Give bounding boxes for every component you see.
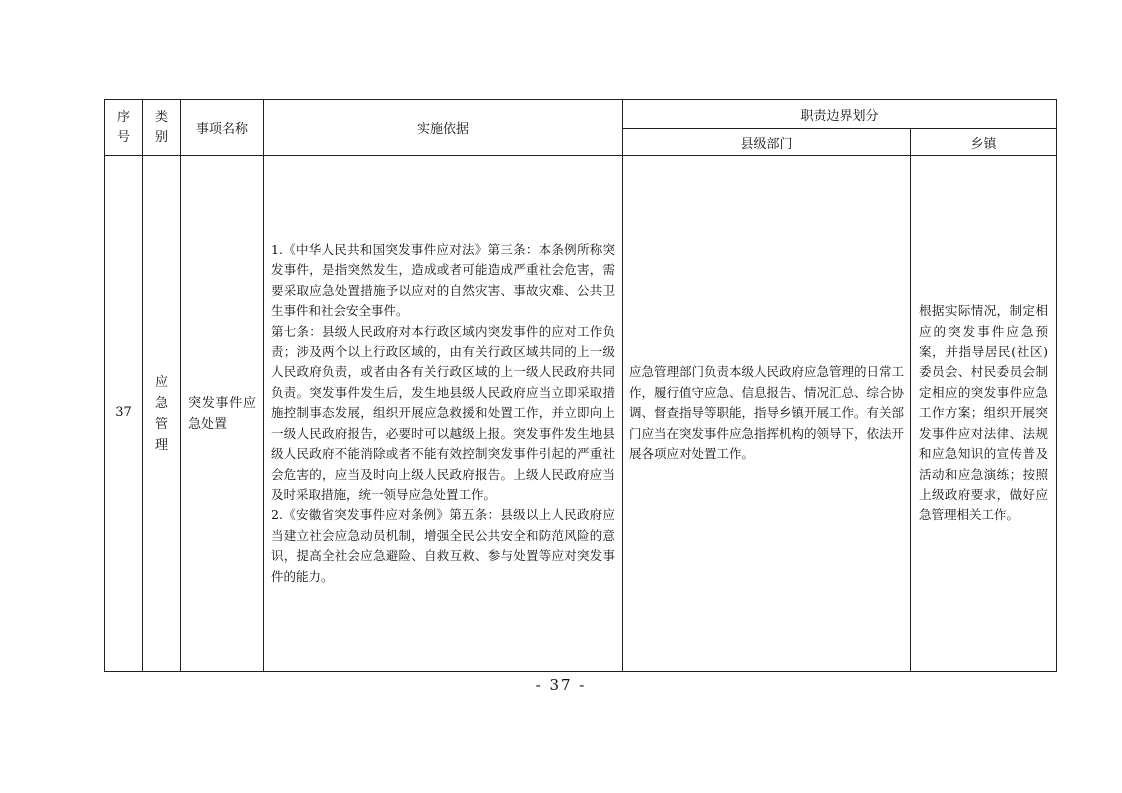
table-row: [105, 156, 1057, 672]
header-basis: 实施依据: [264, 100, 623, 156]
row-county-duty: 应急管理部门负责本级人民政府应急管理的日常工作，履行值守应急、信息报告、情况汇总、综合协调、督查指导等职能，指导乡镇开展工作。有关部门应当在突发事件应急指挥机构的领导下，依法开展各项应对处置工作。: [623, 156, 911, 672]
header-category-char-2: 别: [154, 129, 168, 145]
header-seq-char-2: 号: [116, 129, 130, 145]
row-category-char-3: 管: [154, 416, 168, 432]
row-category-char-1: 应: [154, 374, 168, 390]
header-seq: [105, 100, 143, 156]
page-number: - 37 -: [535, 676, 587, 694]
row-seq: 37: [105, 156, 143, 672]
header-category: [143, 100, 181, 156]
header-town: 乡镇: [911, 129, 1057, 156]
header-category-char-1: 类: [154, 109, 168, 125]
row-basis: [264, 156, 623, 672]
header-seq-char-1: 序: [116, 109, 130, 125]
row-category-char-2: 急: [154, 395, 168, 411]
header-county: 县级部门: [623, 129, 911, 156]
basis-paragraph-2: 第七条：县级人民政府对本行政区域内突发事件的应对工作负责；涉及两个以上行政区域的，由有关行政区域共同的上一级人民政府负责，或者由各有关行政区域的上一级人民政府共同负责。突发事件发生后，发生地县级人民政府应当立即采取措施控制事态发展，组织开展应急救援和处置工作，并立即向上一级人民政府报告，必要时可以越级上报。突发事件发生地县级人民政府不能消除或者不能有效控制突发事件引起的严重社会危害的，应当及时向上级人民政府报告。上级人民政府应当及时采取措施，统一领导应急处置工作。: [271, 323, 615, 502]
responsibility-table: [104, 99, 1057, 672]
row-item-name: 突发事件应急处置: [181, 156, 264, 672]
row-category-char-4: 理: [154, 437, 168, 453]
header-responsibility: 职责边界划分: [623, 100, 1057, 129]
row-town-duty: 根据实际情况，制定相应的突发事件应急预案，并指导居民(社区)委员会、村民委员会制定相应的突发事件应急工作方案；组织开展突发事件应对法律、法规和应急知识的宣传普及活动和应急演练；按照上级政府要求，做好应急管理相关工作。: [911, 156, 1057, 672]
basis-paragraph-1: 1.《中华人民共和国突发事件应对法》第三条：本条例所称突发事件，是指突然发生，造成或者可能造成严重社会危害，需要采取应急处置措施予以应对的自然灾害、事故灾难、公共卫生事件和社会安全事件。: [271, 242, 615, 319]
row-category: [143, 156, 181, 672]
basis-paragraph-3: 2.《安徽省突发事件应对条例》第五条：县级以上人民政府应当建立社会应急动员机制，增强全民公共安全和防范风险的意识，提高全社会应急避险、自救互救、参与处置等应对突发事件的能力。: [271, 507, 615, 584]
header-item-name: 事项名称: [181, 100, 264, 156]
